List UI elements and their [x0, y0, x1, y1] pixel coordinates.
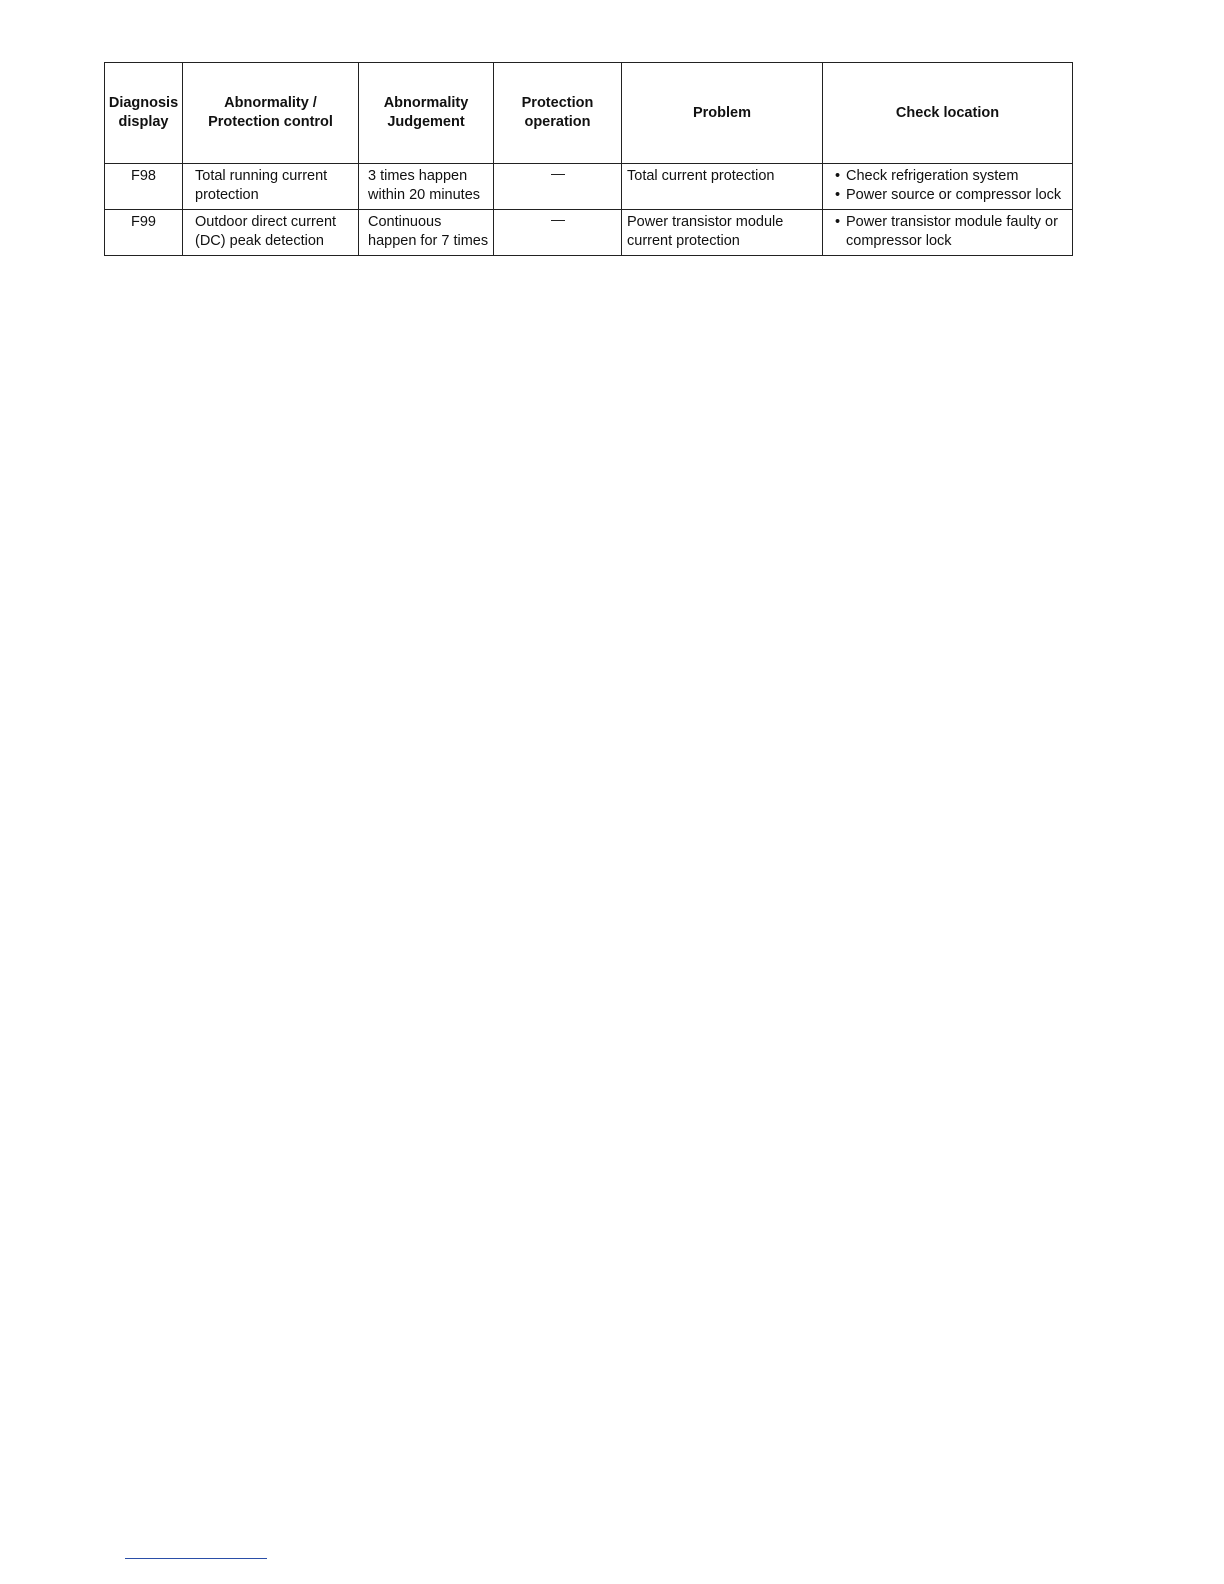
header-diagnosis-display: Diagnosis display — [105, 63, 183, 164]
table-header-row — [105, 63, 1073, 164]
abnormality-cell: Total running current protection — [183, 164, 359, 210]
check-list — [835, 213, 1070, 251]
check-list — [835, 167, 1070, 205]
check-location-cell — [823, 164, 1073, 210]
list-item: • Power source or compressor lock — [835, 187, 1062, 203]
judgement-cell: Continuous happen for 7 times — [359, 210, 494, 256]
header-protection-operation: Protection operation — [494, 63, 622, 164]
check-location-cell — [823, 210, 1073, 256]
header-check-location: Check location — [823, 63, 1073, 164]
problem-cell: Total current protection — [622, 164, 823, 210]
dash-mark — [551, 174, 565, 176]
abnormality-cell: Outdoor direct current (DC) peak detection — [183, 210, 359, 256]
table-row — [105, 164, 1073, 210]
protection-operation-cell — [494, 164, 622, 210]
judgement-cell: 3 times happen within 20 minutes — [359, 164, 494, 210]
protection-operation-cell — [494, 210, 622, 256]
list-item: • Power transistor module faulty or compressor lock — [835, 214, 1058, 249]
header-abnormality-protection-control: Abnormality / Protection control — [183, 63, 359, 164]
bullet-icon: • — [835, 214, 841, 230]
diagnosis-code: F99 — [105, 210, 183, 256]
bullet-icon: • — [835, 168, 841, 184]
diagnosis-table — [104, 62, 1073, 256]
diagnosis-code: F98 — [105, 164, 183, 210]
footer-divider — [125, 1558, 267, 1559]
bullet-icon: • — [835, 187, 841, 203]
table-row — [105, 210, 1073, 256]
problem-cell: Power transistor module current protection — [622, 210, 823, 256]
header-problem: Problem — [622, 63, 823, 164]
dash-mark — [551, 220, 565, 222]
list-item: • Check refrigeration system — [835, 168, 1019, 184]
header-abnormality-judgement: Abnormality Judgement — [359, 63, 494, 164]
